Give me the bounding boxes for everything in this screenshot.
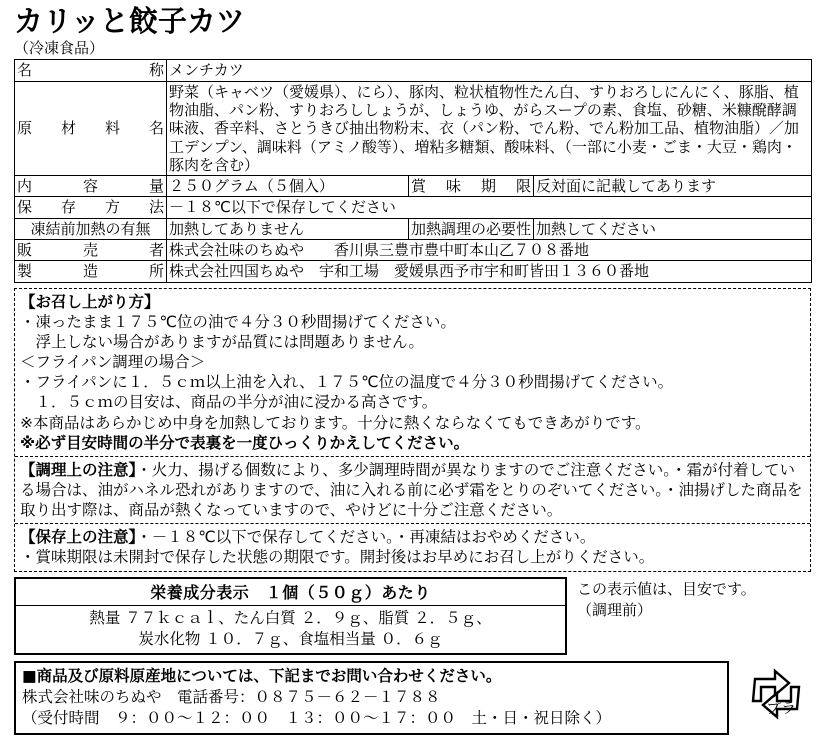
nutrition-note <box>567 577 756 655</box>
label-content: 内 容 量 <box>15 176 167 197</box>
contact-company-phone: 株式会社味のちぬや 電話番号：０８７５－６２－１７８８ <box>22 687 441 706</box>
page-title: カリッと餃子カツ <box>14 4 245 38</box>
table-row-seller <box>15 240 812 261</box>
table-row-preheat <box>15 218 812 239</box>
label-ingredients: 原 材 料 名 <box>15 81 167 175</box>
table-row-content-bestbefore <box>15 176 812 197</box>
label-preheat: 凍結前加熱の有無 <box>15 218 167 239</box>
nutrition-section <box>14 577 811 655</box>
instruction-line-1: ・凍ったまま１７５℃位の油で４分３０秒間揚げてください。 <box>20 312 456 331</box>
contact-hours: （受付時間 ９：００～１２：００ １３：００～１７：００ 土・日・祝日除く） <box>22 708 612 727</box>
plastic-recycle-icon <box>745 663 807 725</box>
value-preheat: 加熱してありません <box>167 218 409 239</box>
contact-box <box>14 661 729 735</box>
instruction-line-7: ※必ず目安時間の半分で表裏を一度ひっくりかえしてください。 <box>20 433 470 452</box>
contact-heading: ■商品及び原料原産地については、下記までお問い合わせください。 <box>22 667 502 686</box>
value-maker: 株式会社四国ちぬや 宇和工場 愛媛県西予市宇和町皆田１３６０番地 <box>167 261 812 282</box>
label-seller: 販 売 者 <box>15 240 167 261</box>
cooking-caution-body: ・火力、揚げる個数により、多少調理時間が異なりますのでご注意ください。・霜が付着している場合は、油がハネル恐れがありますので、油に入れる前に必ず霜をとりのぞいてください。・油揚げした商品を取り出す際は、商品が熱くなっていますので、やけどに十分ご注意ください。 <box>20 460 803 520</box>
instruction-line-2: 浮上しない場合がありますが品質には問題ありません。 <box>20 332 424 351</box>
cooking-caution-heading: 【調理上の注意】 <box>20 460 137 479</box>
table-row-storage <box>15 197 812 218</box>
nutrition-note-2: （調理前） <box>577 600 653 619</box>
label-bestbefore: 賞 味 期 限 <box>409 176 534 197</box>
instructions-heading: 【お召し上がり方】 <box>20 292 160 311</box>
table-row-ingredients <box>15 81 812 175</box>
instruction-line-5: １．５ｃｍの目安は、商品の半分が油に浸かる高さです。 <box>20 393 438 412</box>
value-bestbefore: 反対面に記載してあります <box>534 176 812 197</box>
storage-caution-body-2: ・賞味期限は未開封で保存した状態の期限です。開封後はお早めにお召し上がりください。 <box>20 548 655 567</box>
storage-caution-heading: 【保存上の注意】 <box>20 528 137 547</box>
recycle-mark-label: プラ <box>765 699 797 718</box>
value-name: メンチカツ <box>167 60 812 81</box>
divider-2 <box>15 523 810 524</box>
label-name: 名 称 <box>15 60 167 81</box>
table-row-maker <box>15 261 812 282</box>
instructions-box <box>14 288 811 573</box>
label-needheat: 加熱調理の必要性 <box>409 218 534 239</box>
value-storage: －１８℃以下で保存してください <box>167 197 812 218</box>
table-row-name <box>15 60 812 81</box>
nutrition-note-1: この表示値は、目安です。 <box>577 580 756 599</box>
instruction-line-3: ＜フライパン調理の場合＞ <box>20 353 206 372</box>
recycle-mark <box>745 663 807 729</box>
value-seller: 株式会社味のちぬや 香川県三豊市豊中町本山乙７０８番地 <box>167 240 812 261</box>
nutrition-line-2: 炭水化物 １０．７ｇ、食塩相当量 ０．６ｇ <box>138 630 443 649</box>
nutrition-body <box>16 606 565 653</box>
instruction-line-4: ・フライパンに１．５ｃｍ以上油を入れ、１７５℃位の温度で４分３０秒間揚げてください。 <box>20 373 674 392</box>
product-spec-table <box>14 59 812 282</box>
storage-caution <box>20 527 805 547</box>
label-maker: 製 造 所 <box>15 261 167 282</box>
storage-caution-body-1: ・－１８℃以下で保存してください。・再凍結はおやめください。 <box>136 528 596 547</box>
divider-1 <box>15 456 810 457</box>
page-subtitle: （冷凍食品） <box>14 38 105 57</box>
label-storage: 保 存 方 法 <box>15 197 167 218</box>
cooking-caution <box>20 460 805 520</box>
nutrition-heading: 栄養成分表示 １個（５０ｇ）あたり <box>16 579 565 606</box>
value-content: ２５０グラム（５個入） <box>167 176 409 197</box>
nutrition-table <box>14 577 567 655</box>
bottom-section <box>14 661 811 735</box>
value-ingredients: 野菜（キャベツ（愛媛県）、にら）、豚肉、粒状植物性たん白、すりおろしにんにく、豚脂、植物油脂、パン粉、すりおろししょうが、しょうゆ、がらスープの素、食塩、砂糖、米糠醗酵調味液、香辛料、さとうきび抽出物粉末、衣（パン粉、でん粉、でん粉加工品、植物油脂）／加工デンプン、調味料（アミノ酸等）、増粘多糖類、酸味料、（一部に小麦・ごま・大豆・鶏肉・豚肉を含む） <box>167 81 812 175</box>
value-needheat: 加熱してください <box>534 218 812 239</box>
instruction-line-6: ※本商品はあらかじめ中身を加熱しております。十分に熱くならなくてもできあがりです。 <box>20 413 651 432</box>
nutrition-line-1: 熱量 ７７ｋｃａｌ、たん白質 ２．９ｇ、脂質 ２．５ｇ、 <box>89 609 492 628</box>
